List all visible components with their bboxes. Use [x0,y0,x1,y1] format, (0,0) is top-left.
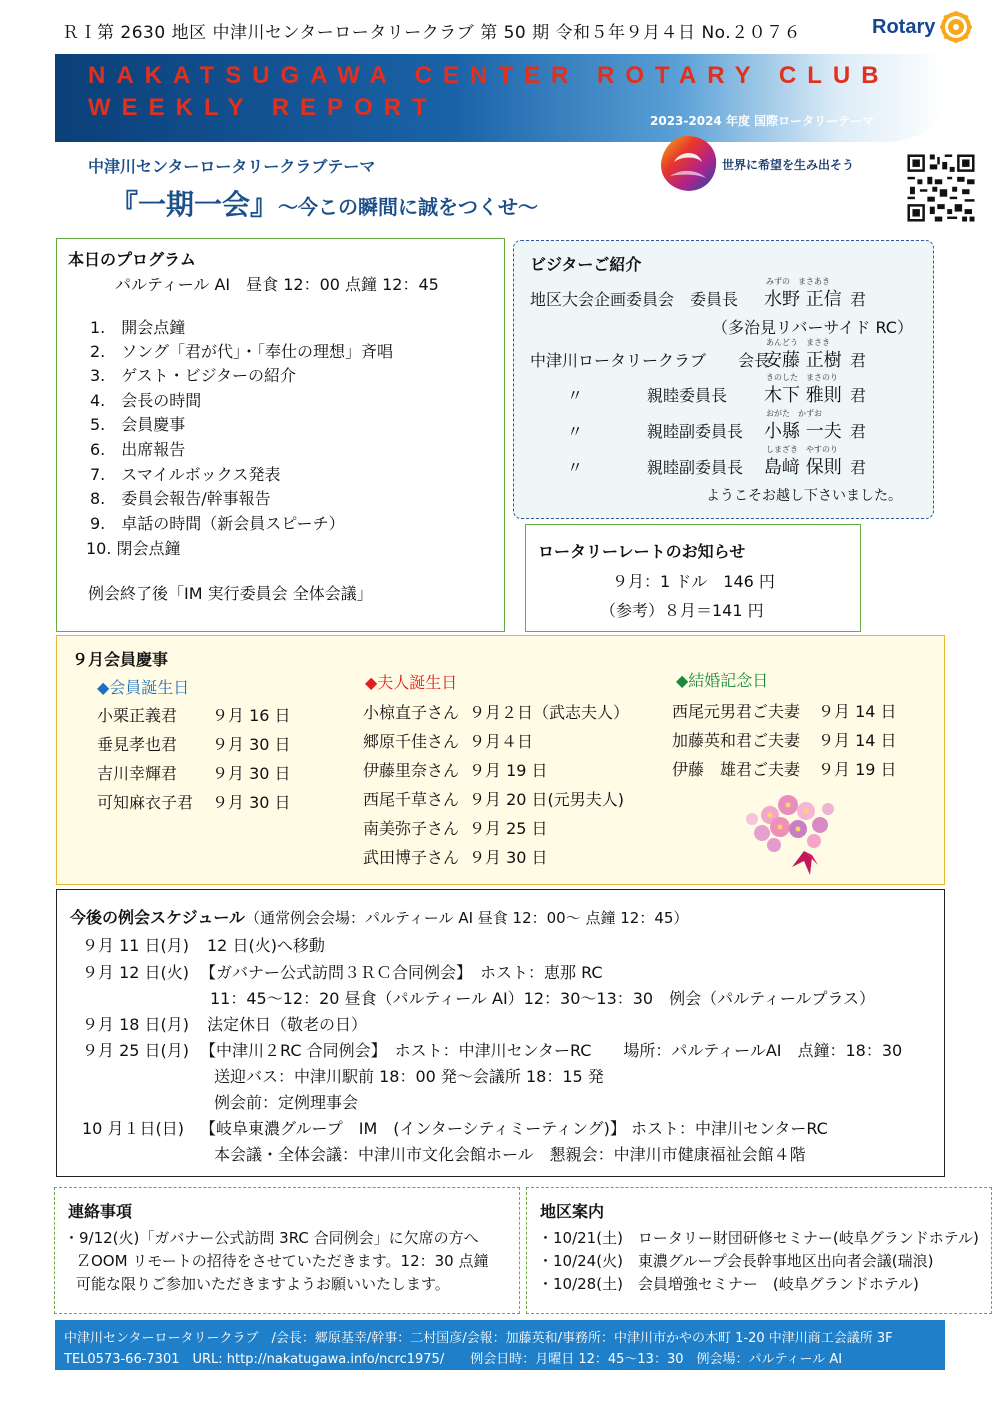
rotary-wheel-icon [939,10,973,44]
ri-theme-year: 2023-2024 年度 国際ロータリーテーマ [650,114,875,128]
spouse-birthday-name: 南美弥子さん [363,819,460,838]
banner-title-line1: NAKATSUGAWA CENTER ROTARY CLUB [88,62,890,89]
member-birthday-date: ９月 30 日 [212,735,291,754]
visitor-name: 木下 雅則 [764,385,842,406]
visitor-org: 中津川ロータリークラブ 会長 [530,351,771,370]
club-theme-main: 『一期一会』 [110,188,279,221]
visitor-name: 島﨑 保則 [764,457,842,478]
banner-title-line2: WEEKLY REPORT [88,94,438,121]
anniversary-name: 西尾元男君ご夫妻 [672,702,801,721]
member-birthday-name: 吉川幸輝君 [97,764,178,783]
anniversary-date: ９月 14 日 [818,702,897,721]
schedule-text: 本会議・全体会議：中津川市文化会館ホール 懇親会：中津川市健康福祉会館４階 [214,1145,806,1164]
spouse-birthday-name: 郷原千佳さん [363,732,460,751]
program-box [56,238,505,632]
spouse-birthday-date: ９月 20 日(元男夫人) [469,790,625,809]
rate-title: ロータリーレートのお知らせ [538,542,746,561]
visitor-name-ruby: あんどう まさき [766,338,830,347]
spouse-birthday-name: 武田博子さん [363,848,460,867]
ri-theme-text: 世界に希望を生み出そう [722,158,855,172]
rotary-logo [872,10,973,44]
schedule-text: 法定休日（敬老の日） [207,1015,368,1034]
program-item: 6. 出席報告 [90,440,186,459]
spouse-birthday-date: ９月２日（武志夫人） [469,703,630,722]
schedule-text: 【岐阜東濃グループ IM (インターシティミーティング)】 ホスト：中津川センターRC [200,1119,828,1138]
visitor-org: （多治見リバーサイド RC） [712,318,913,337]
member-birthday-name: 小栗正義君 [97,706,178,725]
program-title: 本日のプログラム [68,250,196,269]
spouse-birthday-date: ９月 19 日 [469,761,548,780]
spouse-birthdays-heading: ◆夫人誕生日 [365,673,458,692]
schedule-title: 今後の例会スケジュール [70,908,246,927]
visitor-name-ruby: しまざき やすのり [766,445,838,454]
anniversary-name: 加藤英和君ご夫妻 [672,731,801,750]
district-line: ・10/21(土) ロータリー財団研修セミナー(岐阜グランドホテル) [538,1229,979,1247]
program-item: 3. ゲスト・ビジターの紹介 [90,366,296,385]
visitor-name: 小縣 一夫 [764,421,842,442]
program-item: 4. 会長の時間 [90,391,202,410]
schedule-date: 10 月１日(日) [82,1119,184,1138]
visitor-name-ruby: みずの まさあき [766,277,830,286]
qr-code-icon [905,152,977,224]
program-item: 7. スマイルボックス発表 [90,465,281,484]
visitor-suffix: 君 [850,351,867,370]
visitor-title: ビジターご紹介 [530,255,642,274]
program-item: 5. 会員慶事 [90,415,186,434]
visitor-suffix: 君 [850,458,867,477]
rotary-logo-text: Rotary [872,15,936,38]
schedule-text: 11：45～12：20 昼食（パルティール AI）12：30～13：30 例会（パルティールプラス） [210,989,876,1008]
program-item: 9. 卓話の時間（新会員スピーチ） [90,514,345,533]
footer-line2: TEL0573-66-7301 URL: http://nakatugawa.info/ncrc1975/ 例会日時：月曜日 12：45～13：30 例会場：パルティール AI [64,1352,843,1367]
visitor-suffix: 君 [850,290,867,309]
schedule-text: 【中津川２RC 合同例会】 ホスト：中津川センターRC 場所：パルティールAI 点鐘：18：30 [200,1041,903,1060]
program-venue-time: パルティール AI 昼食 12：00 点鐘 12：45 [115,275,439,294]
member-birthday-name: 可知麻衣子君 [97,793,194,812]
visitor-name-ruby: きのした まさのり [766,373,838,382]
visitor-name-ruby: おがた かずお [766,409,822,418]
member-birthday-date: ９月 16 日 [212,706,291,725]
rate-current: ９月：1 ドル 146 円 [612,572,775,591]
visitor-name: 安藤 正樹 [764,350,842,371]
member-birthdays-heading: ◆会員誕生日 [97,678,190,697]
visitor-name: 水野 正信 [764,289,842,310]
program-item: 1. 開会点鐘 [90,318,186,337]
visitor-suffix: 君 [850,422,867,441]
footer-line1: 中津川センターロータリークラブ /会長：郷原基幸/幹事：二村国彦/会報：加藤英和/事務所：中津川市かやの木町 1-20 中津川商工会議所 3F [64,1331,893,1346]
anniversary-date: ９月 14 日 [818,731,897,750]
schedule-venue-note: （通常例会会場：パルティール AI 昼食 12：00～ 点鐘 12：45） [245,909,689,927]
schedule-text: 【ガバナー公式訪問３ＲＣ合同例会】 ホスト：恵那 RC [200,963,603,982]
issue-line: ＲＩ第 2630 地区 中津川センターロータリークラブ 第 50 期 令和５年９月４日 No.２０７６ [62,23,802,43]
visitor-suffix: 君 [850,386,867,405]
anniversary-name: 伊藤 雄君ご夫妻 [672,760,801,779]
flower-bouquet-icon [740,785,850,877]
spouse-birthday-name: 伊藤里奈さん [363,761,460,780]
member-birthday-date: ９月 30 日 [212,764,291,783]
club-theme-sub: ～今この瞬間に誠をつくせ～ [278,195,539,219]
notice-line: ・9/12(火)「ガバナー公式訪問 3RC 合同例会」に欠席の方へ [64,1229,479,1247]
district-line: ・10/28(土) 会員増強セミナー (岐阜グランドホテル) [538,1275,919,1293]
spouse-birthday-date: ９月４日 [469,732,534,751]
visitor-org: 〃 親睦副委員長 [567,422,744,441]
program-item: 10. 閉会点鐘 [86,539,181,558]
spouse-birthday-date: ９月 25 日 [469,819,548,838]
schedule-date: ９月 18 日(月) [82,1015,190,1034]
program-item: 2. ソング「君が代」・「奉仕の理想」斉唱 [90,342,393,361]
club-theme [110,183,538,223]
program-item: 8. 委員会報告/幹事報告 [90,489,271,508]
rate-reference: （参考）８月＝141 円 [600,601,764,620]
anniversaries-heading: ◆結婚記念日 [676,671,769,690]
member-birthday-date: ９月 30 日 [212,793,291,812]
celebrations-title: ９月会員慶事 [72,650,169,669]
notice-line: ＺOOM リモートの招待をさせていただきます。12：30 点鐘 [76,1252,489,1270]
schedule-text: 送迎バス：中津川駅前 18：00 発～会議所 18：15 発 [214,1067,604,1086]
member-birthday-name: 垂見孝也君 [97,735,178,754]
club-theme-label: 中津川センターロータリークラブテーマ [88,157,376,176]
district-title: 地区案内 [540,1202,605,1221]
schedule-header [70,905,688,928]
program-after-note: 例会終了後「IM 実行委員会 全体会議」 [88,584,373,603]
schedule-text: 例会前：定例理事会 [214,1093,359,1112]
visitor-org: 〃 親睦委員長 [567,386,728,405]
ri-theme-logo-icon [652,132,722,196]
schedule-date: ９月 25 日(月) [82,1041,190,1060]
visitor-org: 地区大会企画委員会 委員長 [530,290,739,309]
notice-title: 連絡事項 [68,1202,133,1221]
schedule-date: ９月 12 日(火) [82,963,190,982]
visitor-org: 〃 親睦副委員長 [567,458,744,477]
notice-line: 可能な限りご参加いただきますようお願いいたします。 [76,1275,450,1293]
spouse-birthday-name: 西尾千草さん [363,790,460,809]
anniversary-date: ９月 19 日 [818,760,897,779]
visitor-welcome: ようこそお越し下さいました。 [706,488,902,504]
schedule-date: ９月 11 日(月) [82,936,190,955]
district-line: ・10/24(火) 東濃グループ会長幹事地区出向者会議(瑞浪) [538,1252,934,1270]
schedule-text: 12 日(火)へ移動 [207,936,325,955]
spouse-birthday-name: 小椋直子さん [363,703,460,722]
spouse-birthday-date: ９月 30 日 [469,848,548,867]
